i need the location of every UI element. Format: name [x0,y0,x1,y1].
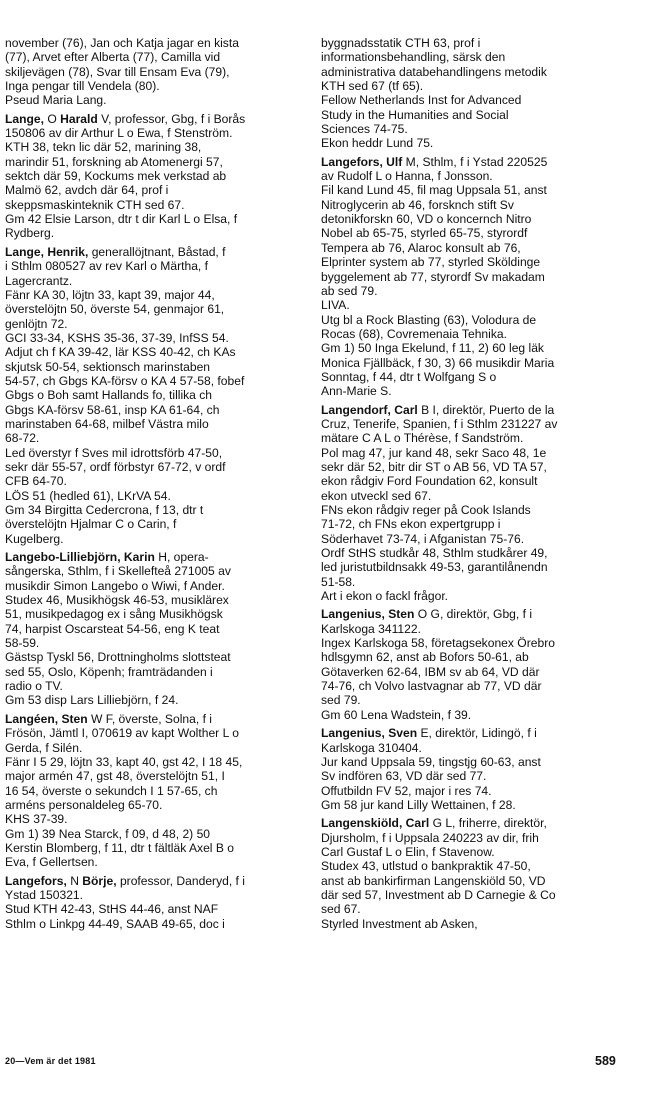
text-line [5,331,303,345]
line-text: sekr där 52, bitr dir ST o AB 56, VD TA 57, [321,459,547,474]
line-text: radio o TV. [5,679,63,694]
line-text: Frösön, Jämtl I, 070619 av kapt Wolther L o [5,726,239,741]
text-line [321,517,641,531]
line-text: detonikforskn 60, VD o koncernch Nitro [321,212,532,227]
line-text: 16 54, överste o sekundch I 1 57-65, ch [5,783,218,798]
text-line [5,245,303,259]
line-text: Study in the Humanities and Social [321,107,509,122]
text-line [5,874,303,888]
text-line [5,579,303,593]
text-line [321,755,641,769]
text-line [5,374,303,388]
line-text: Rocas (68), Covremenaia Tehnika. [321,326,507,341]
line-text: Rydberg. [5,226,55,241]
line-text: Kugelberg. [5,531,64,546]
text-line [5,140,303,154]
text-line [321,226,641,240]
text-line [5,317,303,331]
line-text: marinstaben 64-68, milbef Västra milo [5,416,209,431]
line-text: 68-72. [5,431,40,446]
line-text: Kerstin Blomberg, f 11, dtr t fältläk Axel B o [5,840,234,855]
text-line [321,65,641,79]
line-text: Offutbildn FV 52, major i res 74. [321,783,492,798]
line-text: Sonntag, f 44, dtr t Wolfgang S o [321,369,497,384]
line-text: FNs ekon rådgiv reger på Cook Islands [321,503,531,517]
biography-entry [321,403,641,604]
line-text: 71-72, ch FNs ekon expertgrupp i [321,517,501,532]
text-line [5,812,303,826]
entry-headword: Langebo-Lilliebjörn, Karin [5,550,155,565]
biography-entry [5,874,303,931]
line-text: genlöjtn 72. [5,316,68,331]
text-line [321,341,641,355]
page-footer [0,1054,664,1070]
entry-headword: Lange, [5,111,44,126]
line-text: Gm 1) 50 Inga Ekelund, f 11, 2) 60 leg läk [321,341,544,356]
line-text: Fellow Netherlands Inst for Advanced [321,93,522,108]
line-text: hdlsgymn 62, anst ab Bofors 50-61, ab [321,650,529,665]
text-line [321,575,641,589]
text-line [321,108,641,122]
entry-headword-given-name: Harald [60,111,98,126]
text-line [5,564,303,578]
line-text: CFB 64-70. [5,474,67,489]
line-text: Gm 60 Lena Wadstein, f 39. [321,707,472,722]
biography-entry [5,245,303,546]
text-line [5,388,303,402]
line-text: Art i ekon o fackl frågor. [321,589,449,604]
text-line [321,650,641,664]
text-line [5,650,303,664]
line-text: O G, direktör, Gbg, f i [414,607,533,622]
line-text: sekr där 55-57, ordf förbstyr 67-72, v ordf [5,459,226,474]
line-text: G L, friherre, direktör, [429,816,547,831]
line-text: sektch där 59, Kockums mek verkstad ab [5,169,227,184]
text-line [5,112,303,126]
line-text: N [66,873,83,888]
text-line [5,532,303,546]
text-line [5,226,303,240]
line-text: KHS 37-39. [5,812,68,827]
text-line [321,417,641,431]
line-text: Ingex Karlskoga 58, företagsekonex Örebro [321,636,555,651]
text-line [321,79,641,93]
text-line [321,169,641,183]
text-line [5,274,303,288]
text-line [5,712,303,726]
text-line [5,665,303,679]
line-text: Sv indfören 63, VD där sed 77. [321,769,487,784]
text-line [5,50,303,64]
text-line [321,726,641,740]
text-line [5,345,303,359]
line-text: Gm 53 disp Lars Lilliebjörn, f 24. [5,693,179,708]
line-text: O [43,111,61,126]
line-text: i Sthlm 080527 av rev Karl o Märtha, f [5,259,209,274]
line-text: Styrled Investment ab Asken, [321,916,478,931]
line-text: Monica Fjällbäck, f 30, 3) 66 musikdir Maria [321,355,555,370]
line-text: Utg bl a Rock Blasting (63), Volodura de [321,312,537,327]
entry-headword: Langenius, Sten [321,607,415,622]
text-line [321,845,641,859]
line-text: KTH sed 67 (tf 65). [321,79,424,94]
biography-entry [321,816,641,931]
text-line [5,593,303,607]
line-text: sed 55, Oslo, Köpenh; framträdanden i [5,664,213,679]
text-line [321,874,641,888]
line-text: Söderhavet 73-74, i Afganistan 75-76. [321,531,525,546]
line-text: Studex 46, Musikhögsk 46-53, musiklärex [5,593,229,608]
text-line [321,446,641,460]
text-line [321,198,641,212]
text-line [321,370,641,384]
text-line [321,532,641,546]
text-line [5,855,303,869]
text-line [321,679,641,693]
biography-entry [5,712,303,870]
text-line [321,589,641,603]
line-text: 51-58. [321,574,356,589]
line-text: anst ab bankirfirman Langenskiöld 50, VD [321,873,546,888]
biography-entry [321,607,641,722]
line-text: Adjut ch f KA 39-42, lär KSS 40-42, ch KAs [5,345,236,360]
line-text: Gbgs KA-försv 58-61, insp KA 61-64, ch [5,402,220,417]
line-text: Fil kand Lund 45, fil mag Uppsala 51, anst [321,183,547,198]
line-text: sångerska, Sthlm, f i Skellefteå 271005 av [5,564,231,579]
line-text: 54-57, ch Gbgs KA-försv o KA 4 57-58, fobef [5,373,245,388]
text-line [5,360,303,374]
line-text: Gerda, f Silén. [5,740,83,755]
line-text: Ordf StHS studkår 48, Sthlm studkårer 49, [321,546,548,561]
text-line [321,769,641,783]
text-line [5,503,303,517]
line-text: Nobel ab 65-75, styrled 65-75, styrordf [321,226,528,241]
entry-headword: Langenius, Sven [321,726,418,741]
line-text: Sciences 74-75. [321,122,408,137]
line-text: ekon utveckl sed 67. [321,488,432,503]
text-line [321,284,641,298]
line-text: KTH 38, tekn lic där 52, marining 38, [5,140,202,155]
entry-headword: Lange, Henrik, [5,244,89,259]
page-number: 589 [595,1054,616,1068]
line-text: Inga pengar till Vendela (80). [5,79,160,94]
text-line [321,474,641,488]
text-line [321,50,641,64]
text-line [321,902,641,916]
text-line [321,212,641,226]
text-line [321,122,641,136]
text-line [5,288,303,302]
text-line [5,489,303,503]
text-line [321,917,641,931]
line-text: Sthlm o Linkpg 44-49, SAAB 49-65, doc i [5,916,225,931]
line-text: Studex 43, utlstud o bankpraktik 47-50, [321,859,531,874]
line-text: ekon rådgiv Ford Foundation 62, konsult [321,474,538,489]
line-text: Led överstyr f Sves mil idrottsförb 47-50, [5,445,223,460]
biography-entry [321,726,641,812]
line-text: mätare C A L o Thérèse, f Sandström. [321,431,524,446]
line-text: M, Sthlm, f i Ystad 220525 [402,154,548,169]
text-line [321,693,641,707]
text-line [321,327,641,341]
text-line [321,831,641,845]
text-line [5,183,303,197]
text-line [321,636,641,650]
text-line [5,607,303,621]
biography-entry [321,155,641,399]
line-text: Pseud Maria Lang. [5,93,107,108]
running-footer-title: 20—Vem är det 1981 [5,1056,96,1066]
line-text: sed 67. [321,902,361,917]
line-text: byggnadsstatik CTH 63, prof i [321,36,481,50]
text-line [321,708,641,722]
text-line [5,841,303,855]
text-line [321,560,641,574]
line-text: LIVA. [321,298,350,313]
biography-entry [5,36,303,108]
text-line [5,827,303,841]
text-line [321,798,641,812]
line-text: Gm 42 Elsie Larson, dtr t dir Karl L o Elsa, f [5,212,238,227]
line-text: Fänr KA 30, löjtn 33, kapt 39, major 44, [5,287,215,302]
line-text: Lagercrantz. [5,273,73,288]
text-line [5,741,303,755]
text-line [321,356,641,370]
text-line [321,607,641,621]
text-line [321,183,641,197]
line-text: administrativa databehandlingens metodik [321,64,547,79]
line-text: Ann-Marie S. [321,384,392,399]
line-text: generallöjtnant, Båstad, f [88,244,226,259]
text-line [5,259,303,273]
line-text: Cruz, Tenerife, Spanien, f i Sthlm 231227 av [321,416,558,431]
text-line [5,888,303,902]
biography-entry [5,112,303,241]
line-text: Ystad 150321. [5,887,84,902]
line-text: Gm 1) 39 Nea Starck, f 09, d 48, 2) 50 [5,826,211,841]
text-line [321,622,641,636]
text-line [321,784,641,798]
text-line [5,636,303,650]
text-line [5,417,303,431]
text-line [5,679,303,693]
text-line [5,693,303,707]
line-text: november (76), Jan och Katja jagar en kista [5,36,239,50]
line-text: Eva, f Gellertsen. [5,855,98,870]
line-text: av Rudolf L o Hanna, f Jonsson. [321,169,493,184]
line-text: Jur kand Uppsala 59, tingstjg 60-63, anst [321,754,541,769]
text-line [5,755,303,769]
entry-headword: Langefors, Ulf [321,154,403,169]
text-line [5,169,303,183]
line-text: Gbgs o Boh samt Hallands fo, tillika ch [5,388,213,403]
text-line [321,136,641,150]
text-line [321,255,641,269]
line-text: där sed 57, Investment ab D Carnegie & Co [321,887,556,902]
text-line [5,726,303,740]
text-line [321,313,641,327]
text-line [321,503,641,517]
line-text: överstelöjtn Hjalmar C o Carin, f [5,517,177,532]
text-line [5,769,303,783]
text-line [321,241,641,255]
line-text: 150806 av dir Arthur L o Ewa, f Stenström. [5,126,233,141]
line-text: Götaverken 62-64, IBM sv ab 64, VD där [321,664,540,679]
line-text: Pol mag 47, jur kand 48, sekr Saco 48, 1e [321,445,547,460]
text-line [5,212,303,226]
text-line [5,79,303,93]
text-line [5,446,303,460]
line-text: musikdir Simon Langebo o Wiwi, f Ander. [5,578,225,593]
text-line [321,665,641,679]
text-line [5,902,303,916]
line-text: Nitroglycerin ab 46, forsknch stift Sv [321,197,514,212]
text-line [5,65,303,79]
text-line [5,517,303,531]
text-line [5,155,303,169]
text-line [5,36,303,50]
text-line [5,198,303,212]
line-text: Gm 58 jur kand Lilly Wettainen, f 28. [321,797,516,812]
line-text: Karlskoga 310404. [321,740,422,755]
left-column [5,36,303,935]
line-text: Gm 34 Birgitta Cedercrona, f 13, dtr t [5,503,204,517]
text-line [321,859,641,873]
text-line [321,403,641,417]
biography-entry [5,550,303,708]
line-text: major armén 47, gst 48, överstelöjtn 51, I [5,769,225,784]
line-text: byggelement ab 77, styrordf Sv makadam [321,269,545,284]
line-text: Ekon heddr Lund 75. [321,136,434,151]
text-line [321,741,641,755]
entry-headword: Langenskiöld, Carl [321,816,430,831]
line-text: arméns personaldeleg 65-70. [5,797,163,812]
line-text: 51, musikpedagog ex i sång Musikhögsk [5,607,223,622]
line-text: skiljevägen (78), Svar till Ensam Eva (79), [5,64,230,79]
text-line [5,474,303,488]
text-line [5,622,303,636]
line-text: informationsbehandling, särsk den [321,50,506,65]
line-text: Stud KTH 42-43, StHS 44-46, anst NAF [5,902,219,917]
line-text: skeppsmaskinteknik CTH sed 67. [5,197,185,212]
text-line [321,888,641,902]
line-text: marindir 51, forskning ab Atomenergi 57, [5,154,223,169]
entry-headword-given-name: Börje, [82,873,117,888]
line-text: led juristutbildnsakk 49-53, garantilånendn [321,560,548,575]
line-text: 74-76, ch Volvo lastvagnar ab 77, VD där [321,679,542,694]
line-text: W F, överste, Solna, f i [87,711,212,726]
line-text: (77), Arvet efter Alberta (77), Camilla vid [5,50,221,65]
line-text: Elprinter system ab 77, styrled Sköldinge [321,255,541,270]
right-column [321,36,641,935]
line-text: Karlskoga 341122. [321,621,421,636]
line-text: LÖS 51 (hedled 61), LKrVA 54. [5,488,171,503]
text-line [5,784,303,798]
text-line [321,93,641,107]
text-line [5,460,303,474]
entry-headword: Langéen, Sten [5,711,88,726]
line-text: 58-59. [5,636,40,651]
text-line [5,550,303,564]
entry-headword: Langendorf, Carl [321,402,418,417]
text-line [321,384,641,398]
line-text: V, professor, Gbg, f i Borås [97,111,246,126]
text-line [5,126,303,140]
line-text: professor, Danderyd, f i [116,873,245,888]
line-text: 74, harpist Oscarsteat 54-56, eng K teat [5,621,220,636]
line-text: Carl Gustaf L o Elin, f Stavenow. [321,844,495,859]
line-text: överstelöjtn 50, överste 54, genmajor 61, [5,302,225,317]
line-text: Gästsp Tyskl 56, Drottningholms slottsteat [5,650,231,665]
line-text: GCI 33-34, KSHS 35-36, 37-39, InfSS 54. [5,330,229,345]
biography-entry [321,36,641,151]
text-line [321,460,641,474]
line-text: skjutsk 50-54, sektionsch marinstaben [5,359,211,374]
line-text: Tempera ab 76, Alaroc konsult ab 76, [321,240,521,255]
line-text: ab sed 79. [321,283,378,298]
line-text: H, opera- [154,550,209,565]
text-line [321,36,641,50]
text-line [321,155,641,169]
line-text: E, direktör, Lidingö, f i [417,726,537,741]
line-text: B I, direktör, Puerto de la [417,402,555,417]
entry-headword: Langefors, [5,873,67,888]
line-text: Fänr I 5 29, löjtn 33, kapt 40, gst 42, I 18 45, [5,754,243,769]
text-line [321,270,641,284]
text-line [321,546,641,560]
text-line [321,489,641,503]
text-line [321,816,641,830]
text-line [321,431,641,445]
line-text: Djursholm, f i Uppsala 240223 av dir, frih [321,830,539,845]
text-line [321,298,641,312]
text-line [5,93,303,107]
text-line [5,798,303,812]
line-text: sed 79. [321,693,361,708]
text-line [5,917,303,931]
text-line [5,302,303,316]
text-line [5,403,303,417]
line-text: Malmö 62, avdch där 64, prof i [5,183,169,198]
text-line [5,431,303,445]
